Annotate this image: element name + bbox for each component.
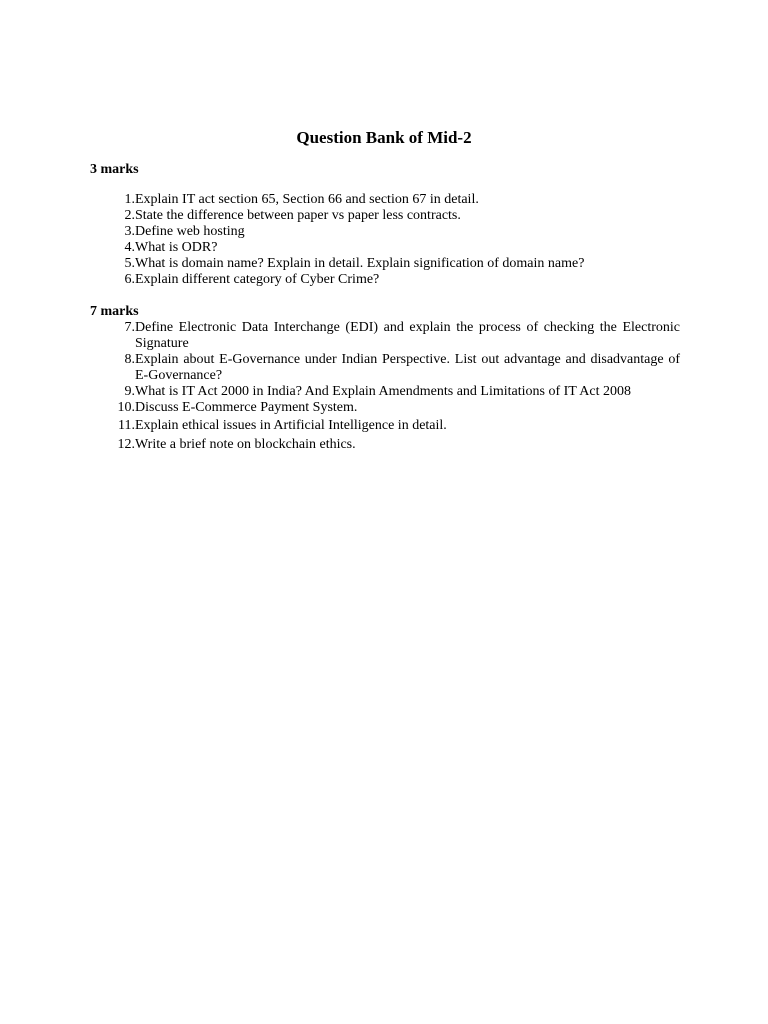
question-text: Explain different category of Cyber Crime? xyxy=(135,272,380,287)
list-item xyxy=(90,224,680,240)
question-text: What is IT Act 2000 in India? And Explain Amendments and Limitations of IT Act 2008 xyxy=(135,384,632,399)
question-text: Discuss E-Commerce Payment System. xyxy=(135,400,358,415)
list-item xyxy=(90,437,680,453)
list-item xyxy=(90,240,680,256)
question-number: 8. xyxy=(124,352,135,367)
list-item xyxy=(90,256,680,272)
section-heading-3-marks: 3 marks xyxy=(90,162,139,177)
list-item xyxy=(90,384,680,400)
question-text: Explain about E-Governance under Indian Perspective. List out advantage and disadvantage of E-Governance? xyxy=(135,352,680,383)
list-item xyxy=(90,400,680,416)
page-title: Question Bank of Mid-2 xyxy=(296,128,472,147)
question-number: 4. xyxy=(124,240,135,255)
question-number: 12. xyxy=(117,437,135,452)
list-item xyxy=(90,352,680,384)
question-text: Define Electronic Data Interchange (EDI) and explain the process of checking the Electronic Signature xyxy=(135,320,680,351)
question-text: State the difference between paper vs paper less contracts. xyxy=(135,208,461,223)
question-number: 2. xyxy=(124,208,135,223)
question-number: 5. xyxy=(124,256,135,271)
question-text: Define web hosting xyxy=(135,224,245,239)
question-text: What is ODR? xyxy=(135,240,218,255)
list-item xyxy=(90,272,680,288)
question-number: 11. xyxy=(118,418,135,433)
question-text: What is domain name? Explain in detail. Explain signification of domain name? xyxy=(135,256,585,271)
question-text: Explain ethical issues in Artificial Intelligence in detail. xyxy=(135,418,447,433)
question-number: 7. xyxy=(124,320,135,335)
list-item xyxy=(90,208,680,224)
question-number: 10. xyxy=(117,400,135,415)
question-number: 3. xyxy=(124,224,135,239)
question-number: 9. xyxy=(124,384,135,399)
question-text: Explain IT act section 65, Section 66 and section 67 in detail. xyxy=(135,192,479,207)
list-item xyxy=(90,192,680,208)
question-list-3-marks xyxy=(90,192,680,288)
question-number: 6. xyxy=(124,272,135,287)
question-list-7-marks xyxy=(90,320,680,453)
question-number: 1. xyxy=(124,192,135,207)
list-item xyxy=(90,320,680,352)
question-text: Write a brief note on blockchain ethics. xyxy=(135,437,356,452)
section-heading-7-marks: 7 marks xyxy=(90,304,139,319)
list-item xyxy=(90,418,680,434)
